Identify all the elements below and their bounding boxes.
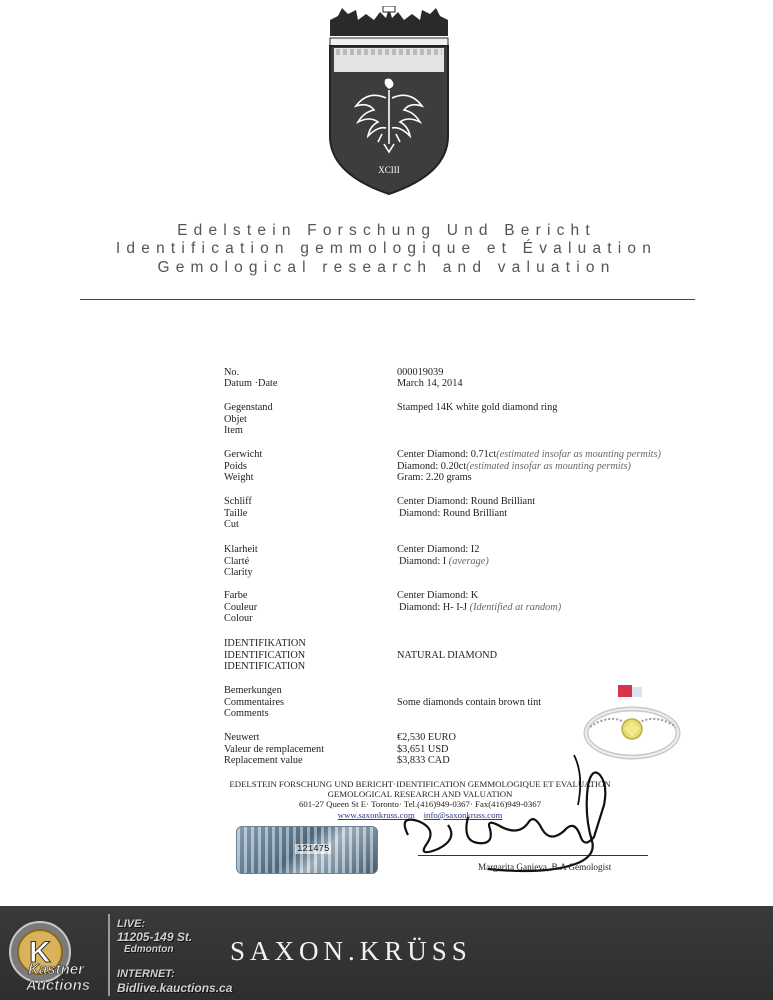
clarity-labels — [224, 544, 258, 579]
heading-german: Edelstein Forschung Und Bericht — [177, 222, 596, 239]
replacement-label-de: Neuwert — [224, 732, 260, 743]
watermark-live-label: LIVE: — [117, 918, 146, 930]
heading-english: Gemological research and valuation — [157, 259, 616, 276]
cut-diamond: Diamond: Round Brilliant — [399, 507, 508, 519]
colour-values — [397, 590, 561, 613]
hologram-sticker — [236, 826, 378, 874]
clarity-values — [397, 544, 489, 567]
weight-center-diamond: Center Diamond: 0.71ct(estimated insofar as mounting permits) — [397, 449, 661, 460]
weight-gram: Gram: 2.20 grams — [397, 472, 472, 484]
ring-tag — [618, 685, 632, 697]
colour-center-diamond: Center Diamond: K — [397, 590, 479, 601]
crest-emblem — [328, 6, 450, 196]
weight-labels — [224, 449, 262, 484]
footer-address: 601-27 Queen St E· Toronto· Tel.(416)949-0367· Fax(416)949-0367 — [298, 799, 542, 809]
replacement-label-fr: Valeur de remplacement — [224, 743, 325, 755]
footer-website-link[interactable]: www.saxonkruss.com — [337, 810, 415, 820]
svg-text:Auctions: Auctions — [25, 977, 91, 994]
colour-diamond: Diamond: H- I-J (Identified at random) — [399, 601, 562, 613]
replacement-labels — [224, 732, 324, 767]
report-date-label: Datum ·Date — [224, 378, 278, 389]
item-label-en: Item — [224, 425, 243, 437]
comments-label-fr: Commentaires — [224, 696, 285, 708]
cut-label-fr: Taille — [224, 507, 248, 519]
watermark-internet-label: INTERNET: — [117, 968, 175, 980]
colour-label-fr: Couleur — [224, 601, 258, 613]
weight-label-fr: Poids — [224, 460, 247, 472]
item-label-fr: Objet — [224, 413, 247, 425]
weight-values — [397, 449, 661, 484]
heading-french: Identification gemmologique et Évaluation — [115, 240, 658, 257]
comments-value: Some diamonds contain brown tint — [397, 697, 542, 708]
weight-diamond: Diamond: 0.20ct(estimated insofar as mounting permits) — [397, 460, 631, 472]
svg-text:Kastner: Kastner — [28, 961, 84, 978]
cut-labels — [224, 496, 252, 531]
cut-values — [397, 496, 535, 519]
watermark-internet-url: Bidlive.kauctions.ca — [117, 981, 233, 995]
footer-company: EDELSTEIN FORSCHUNG UND BERICHT·IDENTIFICATION GEMMOLOGIQUE ET EVALUATION — [229, 779, 611, 789]
identification-label-de: IDENTIFIKATION — [224, 638, 306, 649]
cut-label-en: Cut — [224, 519, 239, 531]
replacement-cad: $3,833 CAD — [397, 755, 450, 767]
clarity-diamond: Diamond: I (average) — [399, 555, 489, 567]
identification-labels — [224, 638, 306, 673]
item-labels — [224, 402, 273, 437]
report-number-value: 000019039 — [397, 367, 444, 378]
replacement-usd: $3,651 USD — [397, 743, 449, 755]
watermark-live-address: 11205-149 St. — [117, 930, 193, 944]
clarity-label-de: Klarheit — [224, 544, 258, 555]
colour-label-en: Colour — [224, 613, 253, 625]
cut-center-diamond: Center Diamond: Round Brilliant — [397, 496, 536, 507]
signer-name: Margarita Ganieva, B.A Gemologist — [478, 862, 612, 872]
colour-labels — [224, 590, 257, 625]
footer-tagline: GEMOLOGICAL RESEARCH AND VALUATION — [327, 789, 513, 799]
watermark-live-city: Edmonton — [124, 944, 174, 955]
colour-label-de: Farbe — [224, 590, 248, 601]
clarity-label-fr: Clarté — [224, 555, 250, 567]
report-number-label: No. — [224, 367, 240, 378]
crest-numeral: XCIII — [378, 165, 400, 175]
comments-labels — [224, 685, 284, 720]
auction-logo-icon — [4, 916, 108, 996]
heading-divider — [80, 299, 695, 300]
crest-crown-icon — [330, 6, 448, 36]
item-value: Stamped 14K white gold diamond ring — [397, 402, 558, 413]
clarity-center-diamond: Center Diamond: I2 — [397, 544, 480, 555]
footer-email-link[interactable]: info@saxonkruss.com — [423, 810, 503, 820]
cut-label-de: Schliff — [224, 496, 252, 507]
watermark-divider — [108, 914, 110, 996]
svg-text:K: K — [29, 936, 51, 969]
identification-label-fr: IDENTIFICATION — [224, 649, 306, 661]
item-label-de: Gegenstand — [224, 402, 273, 413]
weight-label-en: Weight — [224, 472, 254, 484]
comments-label-en: Comments — [224, 708, 269, 720]
hologram-number: 121475 — [297, 844, 330, 854]
identification-value: NATURAL DIAMOND — [397, 650, 498, 661]
weight-label-de: Gerwicht — [224, 449, 263, 460]
brand-logo-text: SAXON.KRÜSS — [230, 936, 472, 966]
clarity-label-en: Clarity — [224, 567, 253, 579]
replacement-eur: €2,530 EURO — [397, 732, 456, 743]
replacement-label-en: Replacement value — [224, 755, 303, 767]
identification-label-en: IDENTIFICATION — [224, 661, 306, 673]
comments-label-de: Bemerkungen — [224, 685, 282, 696]
report-date-value: March 14, 2014 — [397, 378, 463, 389]
